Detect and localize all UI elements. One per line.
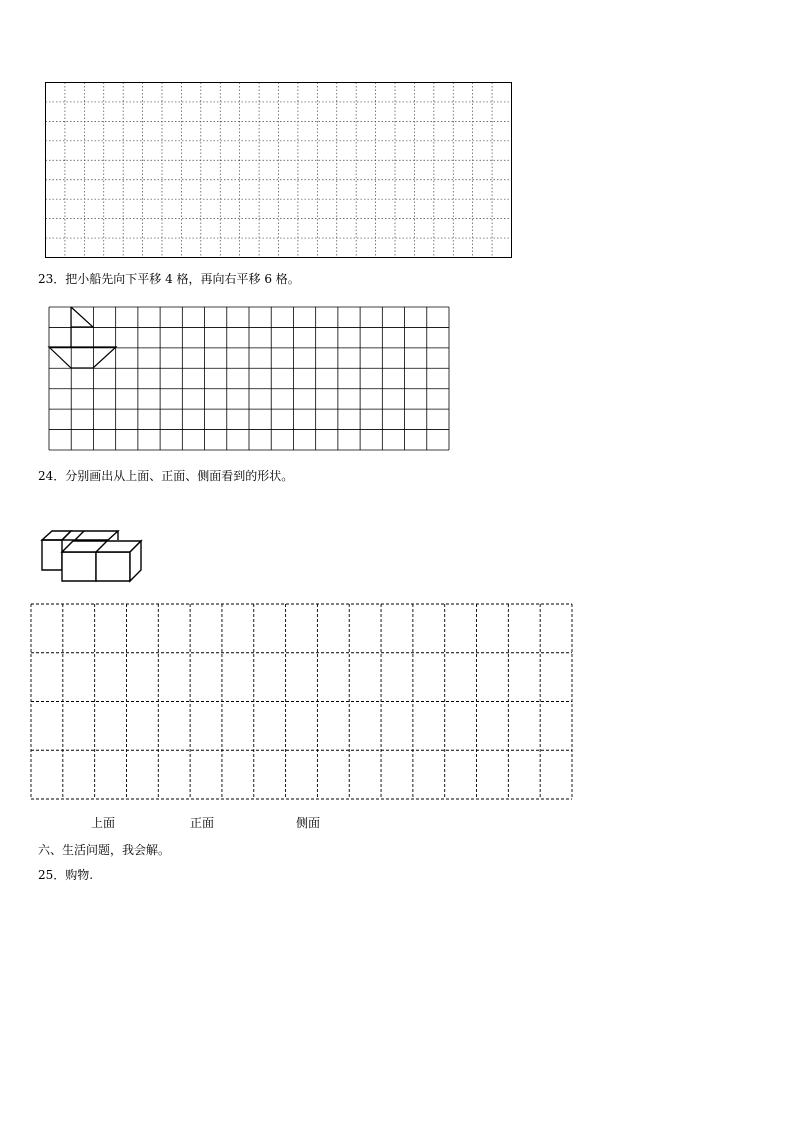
question-25: 25．购物. xyxy=(38,868,94,882)
label-side-view: 侧面 xyxy=(296,816,321,830)
question-24: 24．分别画出从上面、正面、侧面看到的形状。 xyxy=(38,469,294,483)
question-23: 23．把小船先向下平移 4 格，再向右平移 6 格。 xyxy=(38,272,300,286)
label-top-view: 上面 xyxy=(91,816,116,830)
answer-grid-lines xyxy=(31,604,572,799)
label-front-view: 正面 xyxy=(190,816,215,830)
section-6-heading: 六、生活问题，我会解。 xyxy=(38,843,171,857)
